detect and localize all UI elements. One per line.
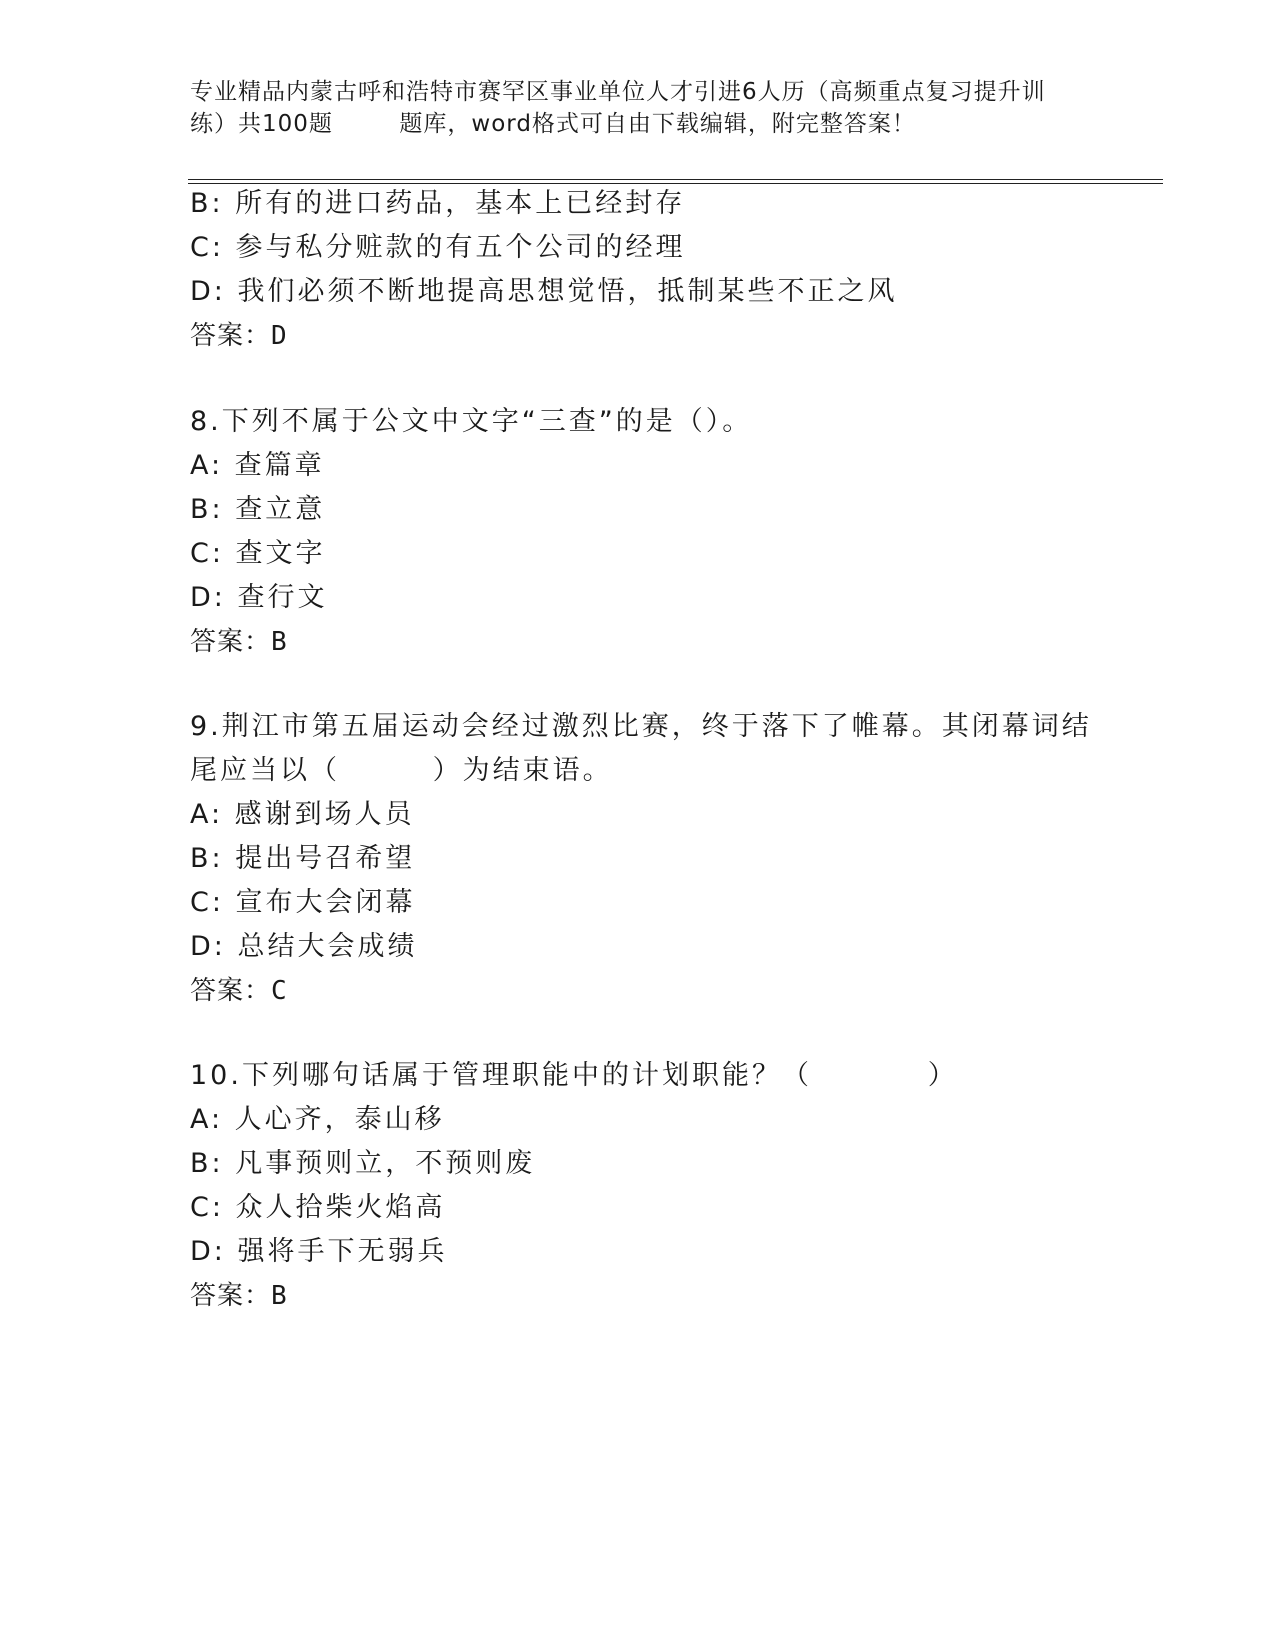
q10-option-c: C: 众人拾柴火焰高 bbox=[190, 1192, 446, 1223]
q8-answer: 答案：B bbox=[190, 627, 288, 657]
q9-option-b: B: 提出号召希望 bbox=[190, 843, 416, 874]
q10-option-b: B: 凡事预则立，不预则废 bbox=[190, 1148, 536, 1179]
q10-option-d: D: 强将手下无弱兵 bbox=[190, 1236, 448, 1267]
q8-option-b: B: 查立意 bbox=[190, 494, 326, 525]
q7-answer: 答案：D bbox=[190, 321, 288, 351]
q9-stem-line-2: 尾应当以（ ）为结束语。 bbox=[190, 755, 613, 786]
header-divider-bottom bbox=[188, 183, 1163, 184]
q9-answer: 答案：C bbox=[190, 976, 288, 1006]
q10-option-a: A: 人心齐，泰山移 bbox=[190, 1104, 445, 1135]
q8-option-c: C: 查文字 bbox=[190, 538, 326, 569]
header-title-line-1: 专业精品内蒙古呼和浩特市赛罕区事业单位人才引进6人历（高频重点复习提升训 bbox=[190, 79, 1046, 105]
header-title-line-2: 练）共100题 题库，word格式可自由下载编辑，附完整答案！ bbox=[190, 111, 916, 137]
q9-stem-line-1: 9.荆江市第五届运动会经过激烈比赛，终于落下了帷幕。其闭幕词结 bbox=[190, 711, 1092, 742]
q8-option-a: A: 查篇章 bbox=[190, 450, 325, 481]
q7-option-b: B: 所有的进口药品，基本上已经封存 bbox=[190, 188, 686, 219]
q8-option-d: D: 查行文 bbox=[190, 582, 328, 613]
q7-option-d: D: 我们必须不断地提高思想觉悟，抵制某些不正之风 bbox=[190, 276, 898, 307]
q10-stem: 10.下列哪句话属于管理职能中的计划职能？（ ） bbox=[190, 1060, 958, 1091]
q9-option-d: D: 总结大会成绩 bbox=[190, 931, 418, 962]
q9-option-c: C: 宣布大会闭幕 bbox=[190, 887, 416, 918]
document-header bbox=[190, 76, 1090, 140]
q10-answer: 答案：B bbox=[190, 1281, 288, 1311]
header-divider-top bbox=[188, 179, 1163, 180]
q9-option-a: A: 感谢到场人员 bbox=[190, 799, 415, 830]
q8-stem: 8.下列不属于公文中文字“三查”的是（）。 bbox=[190, 406, 753, 437]
q7-option-c: C: 参与私分赃款的有五个公司的经理 bbox=[190, 232, 686, 263]
